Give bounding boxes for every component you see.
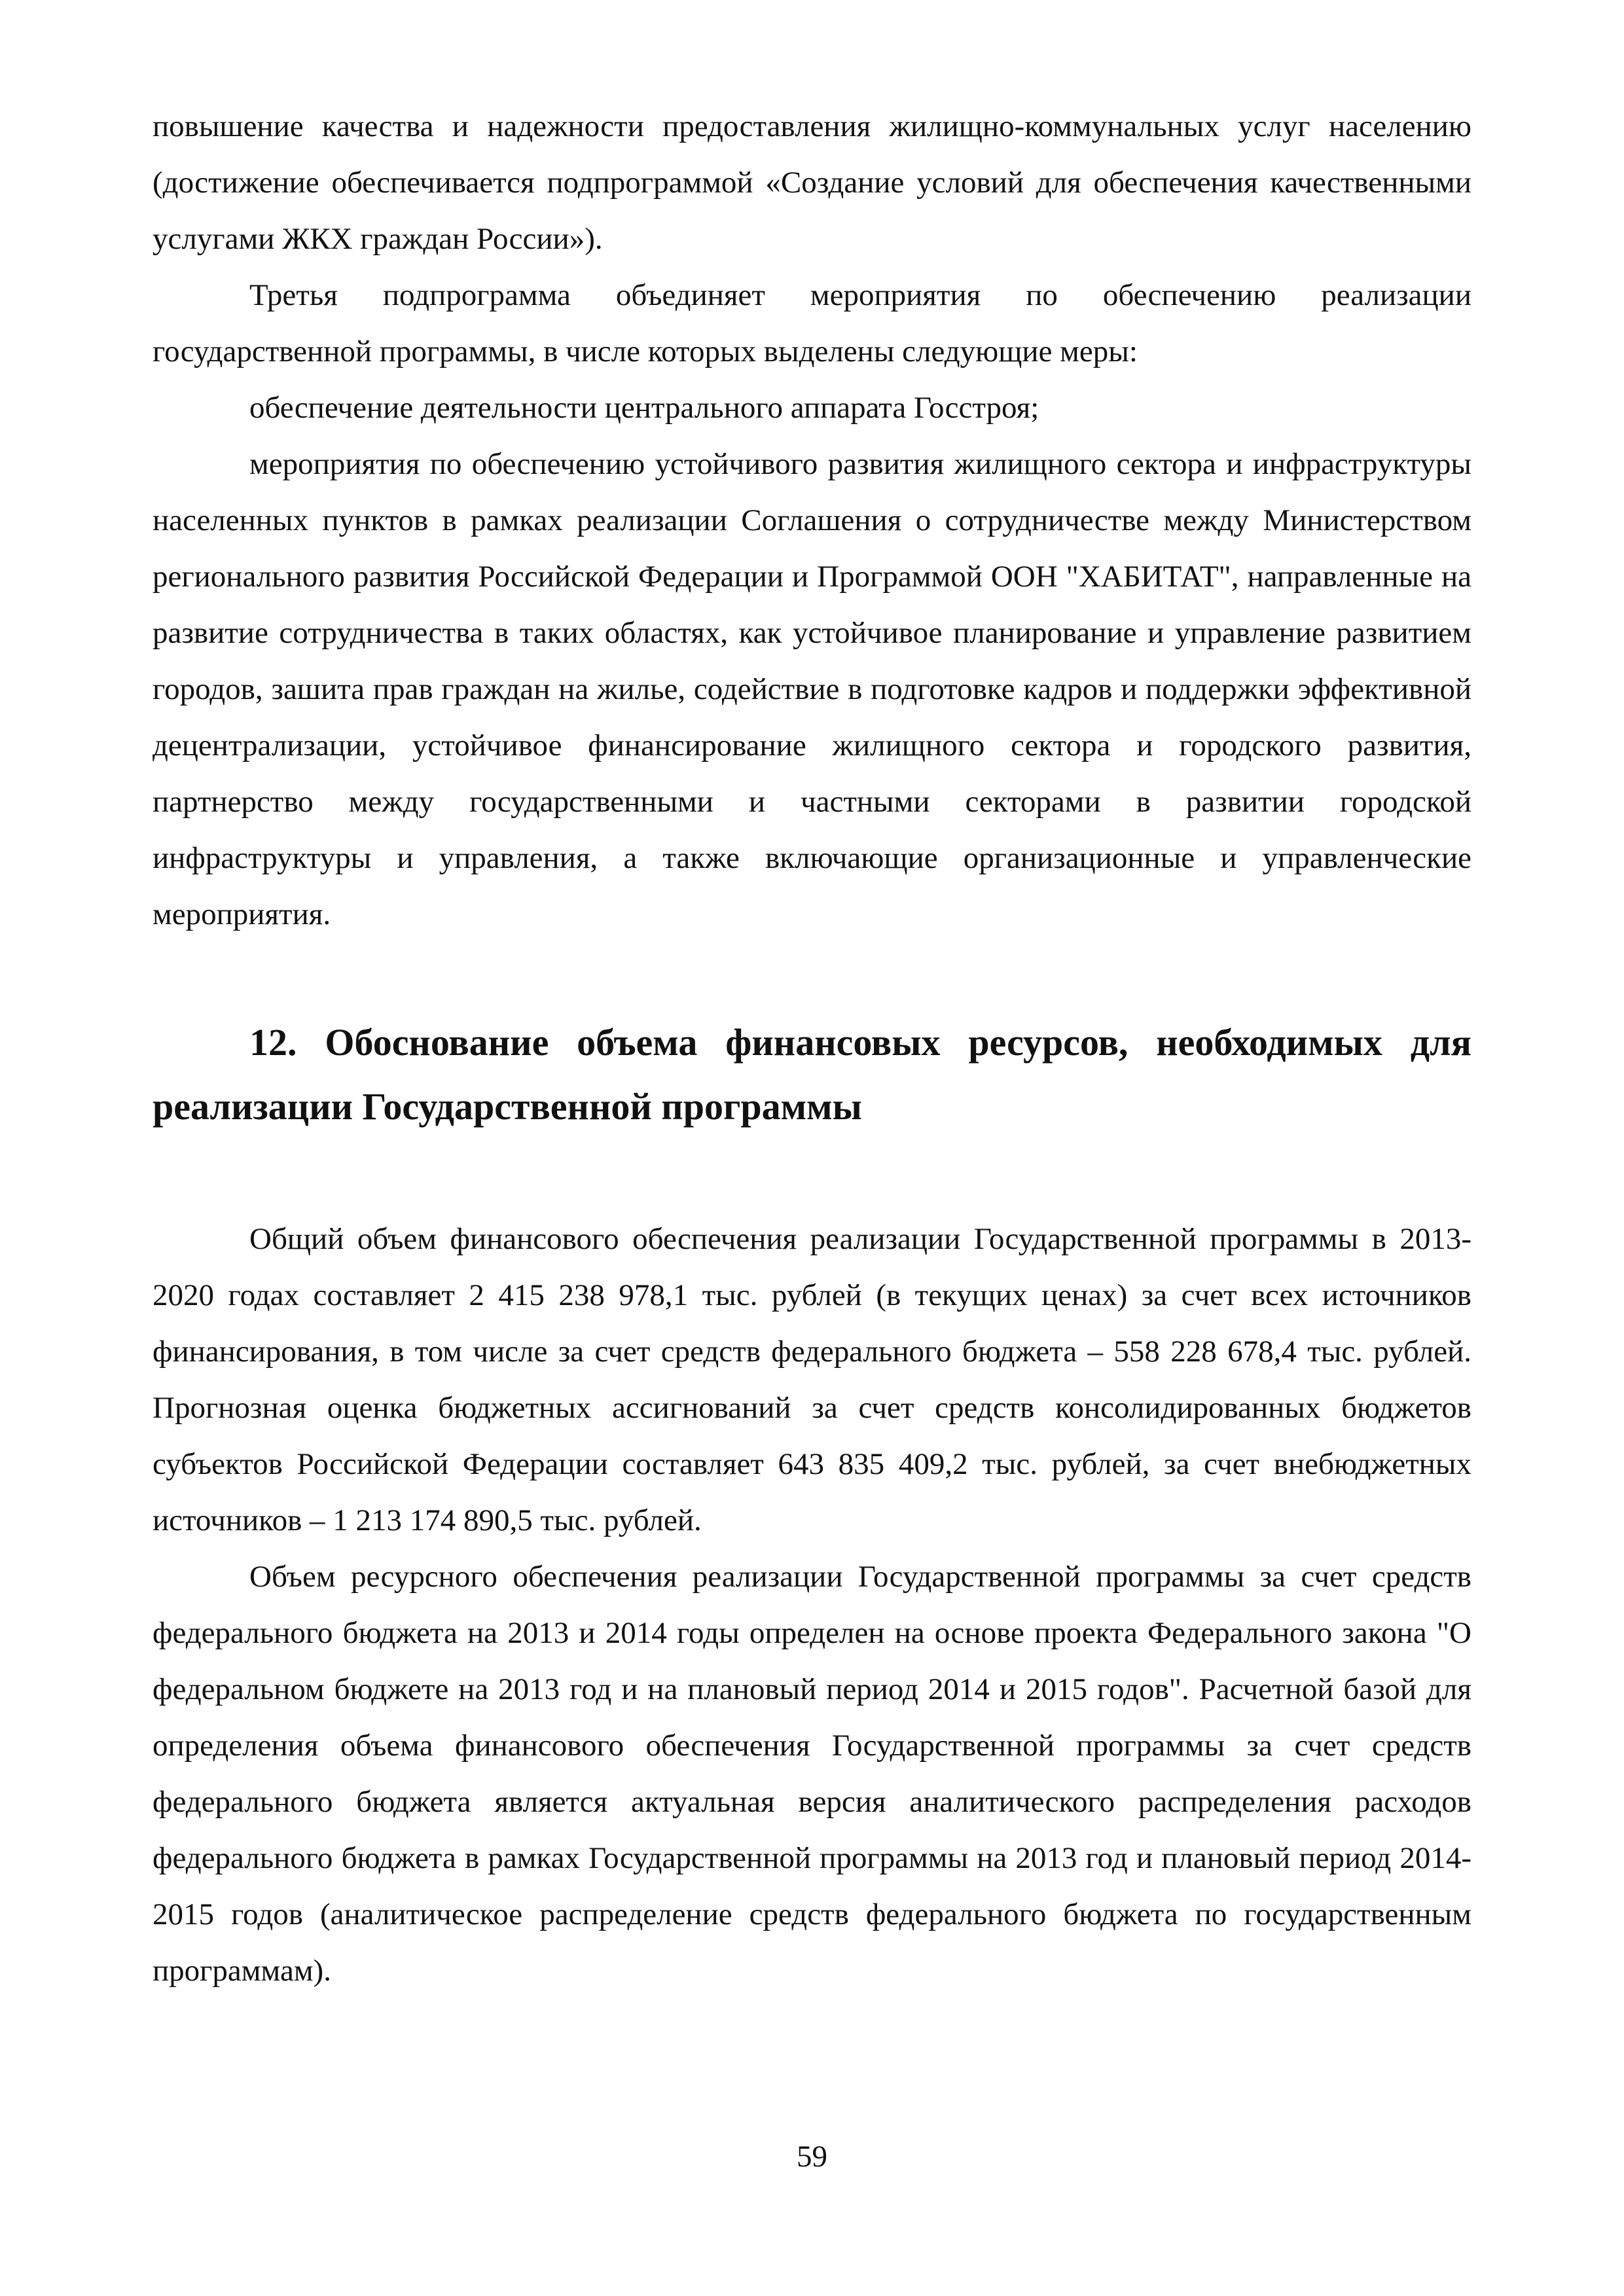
paragraph-continuation: повышение качества и надежности предоставления жилищно-коммунальных услуг населению (достижение обеспечивается подпрограммой «Создание условий для обеспечения качественными услугами ЖКХ граждан России»). — [153, 109, 1471, 256]
paragraph-resource-basis: Объем ресурсного обеспечения реализации Государственной программы за счет средств федерального бюджета на 2013 и 2014 годы определен на основе проекта Федерального закона "О федеральном бюджете на 2013 год и на плановый период 2014 и 2015 годов". Расчетной базой для определения объема финансового обеспечения Государственной программы за счет средств федерального бюджета является актуальная версия аналитического распределения расходов федерального бюджета в рамках Государственной программы на 2013 год и плановый период 2014-2015 годов (аналитическое распределение средств федерального бюджета по государственным программам). — [153, 1560, 1471, 1988]
document-page — [153, 98, 1471, 1999]
paragraph-habitat-measures: мероприятия по обеспечению устойчивого развития жилищного сектора и инфраструктуры населенных пунктов в рамках реализации Соглашения о сотрудничестве между Министерством регионального развития Российской Федерации и Программой ООН "ХАБИТАТ", направленные на развитие сотрудничества в таких областях, как устойчивое планирование и управление развитием городов, зашита прав граждан на жилье, содействие в подготовке кадров и поддержки эффективной децентрализации, устойчивое финансирование жилищного сектора и городского развития, партнерство между государственными и частными секторами в развитии городской инфраструктуры и управления, а также включающие организационные и управленческие мероприятия. — [153, 447, 1471, 931]
paragraph-total-financing: Общий объем финансового обеспечения реализации Государственной программы в 2013-2020 годах составляет 2 415 238 978,1 тыс. рублей (в текущих ценах) за счет всех источников финансирования, в том числе за счет средств федерального бюджета – 558 228 678,4 тыс. рублей. Прогнозная оценка бюджетных ассигнований за счет средств консолидированных бюджетов субъектов Российской Федерации составляет 643 835 409,2 тыс. рублей, за счет внебюджетных источников – 1 213 174 890,5 тыс. рублей. — [153, 1222, 1471, 1537]
page-number: 59 — [797, 2140, 827, 2174]
section-heading: 12. Обоснование объема финансовых ресурсов, необходимых для реализации Государственной программы — [153, 1021, 1471, 1128]
paragraph-third-subprogram: Третья подпрограмма объединяет мероприятия по обеспечению реализации государственной программы, в числе которых выделены следующие меры: — [153, 278, 1471, 368]
paragraph-central-apparatus: обеспечение деятельности центрального аппарата Госстроя; — [249, 391, 1039, 425]
